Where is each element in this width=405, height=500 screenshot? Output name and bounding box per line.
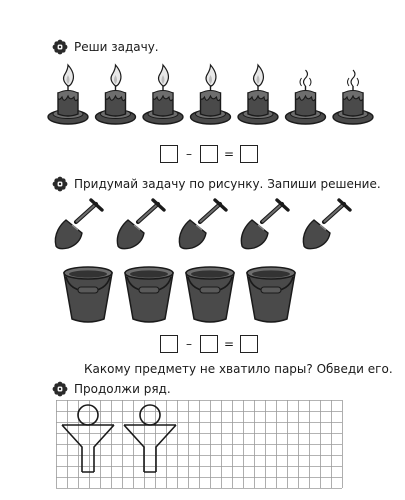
equals-sign: = <box>223 337 235 351</box>
bucket-icon <box>125 267 173 322</box>
task3-header <box>52 380 171 398</box>
minus-sign: – <box>186 147 192 161</box>
equals-sign: = <box>223 147 235 161</box>
answer-box[interactable] <box>160 335 178 353</box>
bucket-icon <box>247 267 295 322</box>
pattern-grid[interactable] <box>56 400 356 496</box>
pattern-circle <box>78 405 98 425</box>
bucket-icon <box>186 267 234 322</box>
answer-box[interactable] <box>200 335 218 353</box>
pattern-figure <box>62 425 114 472</box>
pattern-figure <box>124 425 176 472</box>
pattern-circle <box>140 405 160 425</box>
minus-sign: – <box>186 337 192 351</box>
task3-text: Продолжи ряд. <box>74 382 171 396</box>
answer-box[interactable] <box>240 335 258 353</box>
bucket-icon <box>64 267 112 322</box>
equation-2 <box>160 333 258 355</box>
task2-text: Придумай задачу по рисунку. Запиши решение. <box>74 177 381 191</box>
question-text: Какому предмету не хватило пары? Обведи его. <box>84 362 393 376</box>
task1-text: Реши задачу. <box>74 40 159 54</box>
flower-icon <box>52 381 68 397</box>
grid-svg <box>56 400 356 492</box>
